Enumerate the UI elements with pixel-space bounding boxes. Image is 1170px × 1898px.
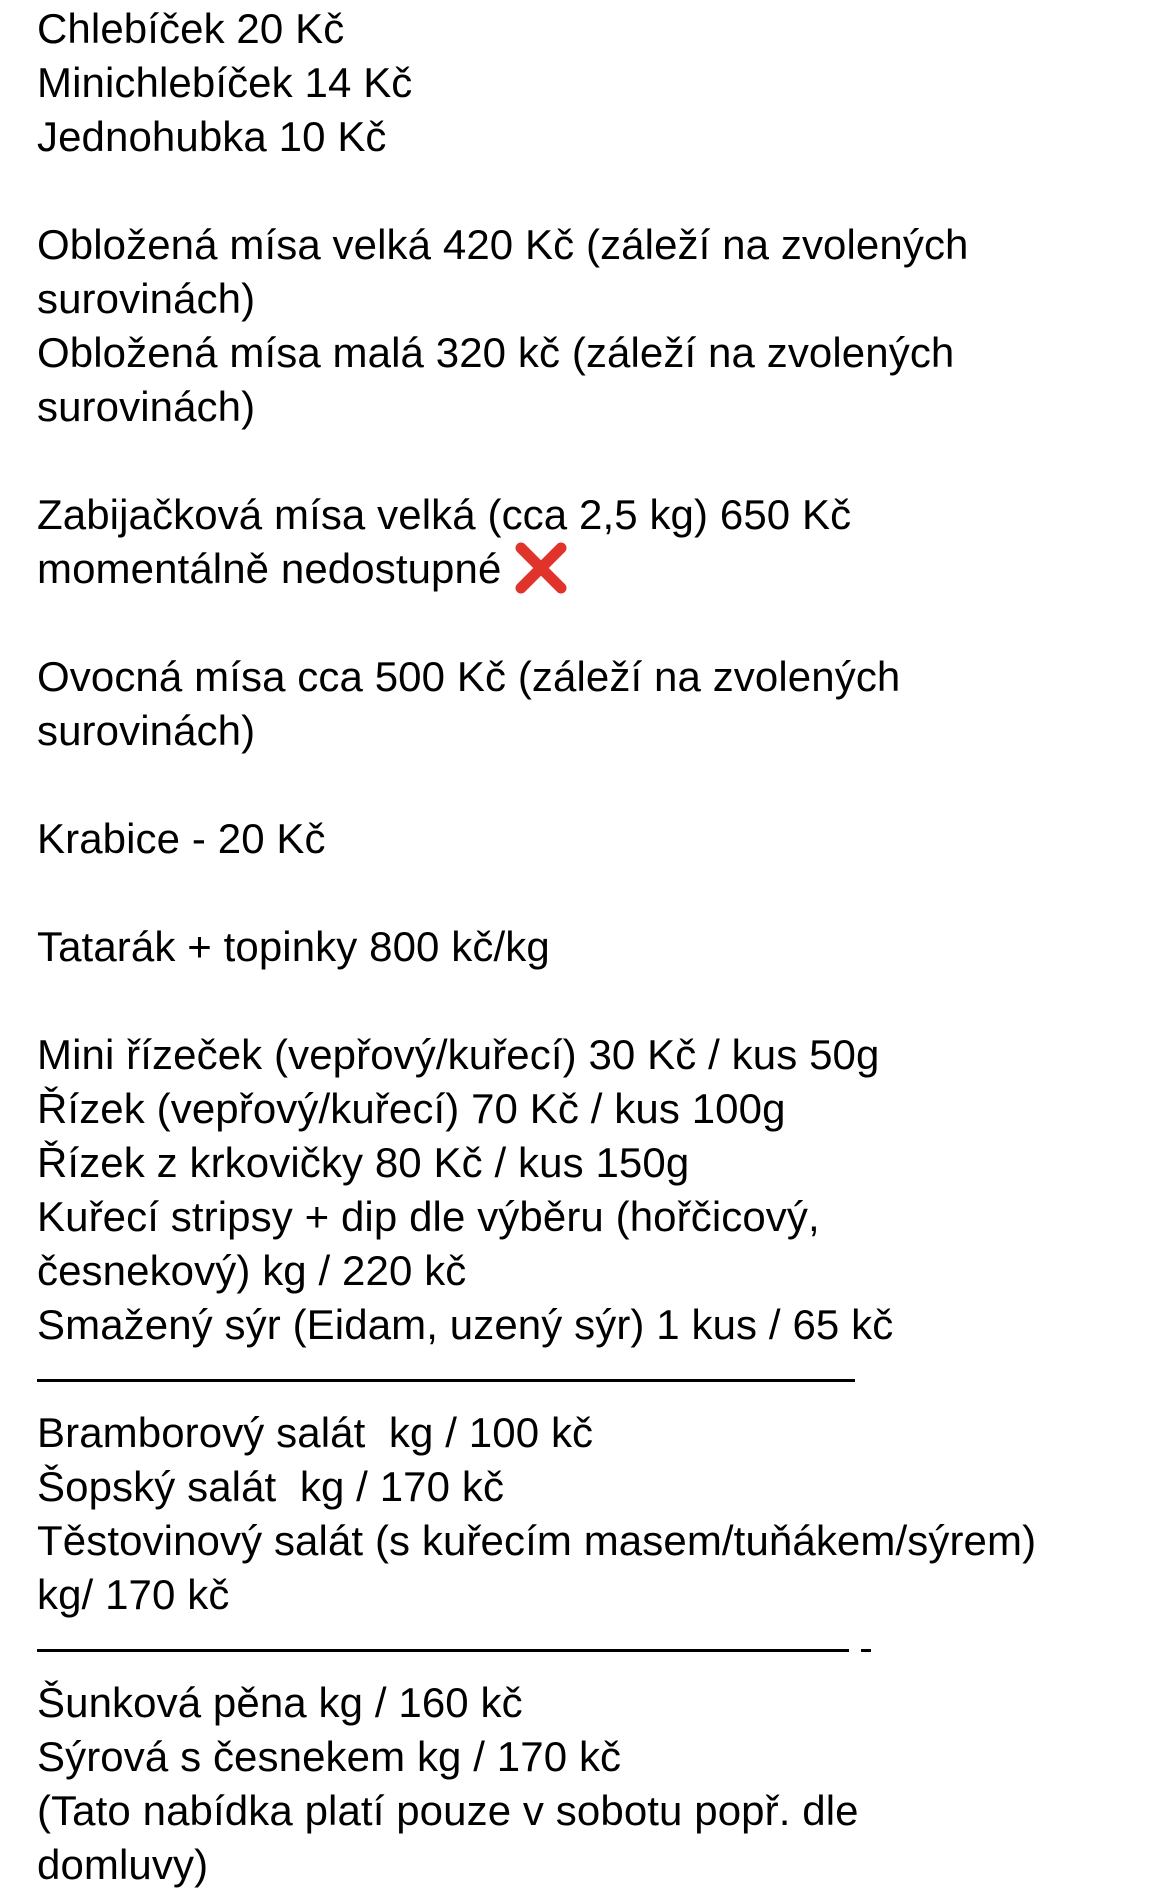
divider-line	[37, 1379, 855, 1382]
unavailable-label: momentálně nedostupné	[37, 545, 502, 592]
item-sopsky-salat: Šopský salát kg / 170 kč	[37, 1463, 505, 1510]
item-smazeny-syr: Smažený sýr (Eidam, uzený sýr) 1 kus / 65 kč	[37, 1301, 894, 1348]
offer-note: (Tato nabídka platí pouze v sobotu popř. dle	[37, 1787, 859, 1834]
cross-mark-icon	[513, 542, 569, 596]
item-ovocna-misa: Ovocná mísa cca 500 Kč (záleží na zvolených	[37, 653, 901, 700]
offer-note-end: domluvy)	[37, 1841, 209, 1888]
item-tatarak: Tatarák + topinky 800 kč/kg	[37, 923, 550, 970]
item-bramborovy-salat: Bramborový salát kg / 100 kč	[37, 1409, 594, 1456]
item-zabijackova-misa: Zabijačková mísa velká (cca 2,5 kg) 650 Kč	[37, 491, 852, 538]
spacer	[37, 434, 1150, 488]
item-jednohubka: Jednohubka 10 Kč	[37, 113, 387, 160]
item-minichlebicek: Minichlebíček 14 Kč	[37, 59, 413, 106]
item-oblozena-misa-velka-note: surovinách)	[37, 275, 256, 322]
item-oblozena-misa-mala-note: surovinách)	[37, 383, 256, 430]
item-kureci-stripsy-price: česnekový) kg / 220 kč	[37, 1247, 467, 1294]
spacer	[37, 758, 1150, 812]
item-oblozena-misa-velka: Obložená mísa velká 420 Kč (záleží na zvolených	[37, 221, 969, 268]
item-sunkova-pena: Šunková pěna kg / 160 kč	[37, 1679, 523, 1726]
item-oblozena-misa-mala: Obložená mísa malá 320 kč (záleží na zvolených	[37, 329, 955, 376]
spacer	[37, 596, 1150, 650]
item-chlebicek: Chlebíček 20 Kč	[37, 5, 345, 52]
spacer	[37, 866, 1150, 920]
item-krabice: Krabice - 20 Kč	[37, 815, 326, 862]
item-zabijackova-status	[37, 542, 1150, 596]
divider	[37, 1352, 1150, 1406]
item-kureci-stripsy: Kuřecí stripsy + dip dle výběru (hořčicový,	[37, 1193, 820, 1240]
item-mini-rizecek: Mini řízeček (vepřový/kuřecí) 30 Kč / kus 50g	[37, 1031, 880, 1078]
item-rizek-krkovicka: Řízek z krkovičky 80 Kč / kus 150g	[37, 1139, 690, 1186]
item-testovinovy-salat-price: kg/ 170 kč	[37, 1571, 230, 1618]
item-testovinovy-salat: Těstovinový salát (s kuřecím masem/tuňákem/sýrem)	[37, 1517, 1037, 1564]
item-rizek: Řízek (vepřový/kuřecí) 70 Kč / kus 100g	[37, 1085, 786, 1132]
divider	[37, 1622, 1150, 1676]
divider-line	[37, 1649, 849, 1652]
item-syrova-s-cesnekem: Sýrová s česnekem kg / 170 kč	[37, 1733, 622, 1780]
divider-tail	[861, 1649, 871, 1652]
spacer	[37, 164, 1150, 218]
spacer	[37, 974, 1150, 1028]
item-ovocna-misa-note: surovinách)	[37, 707, 256, 754]
